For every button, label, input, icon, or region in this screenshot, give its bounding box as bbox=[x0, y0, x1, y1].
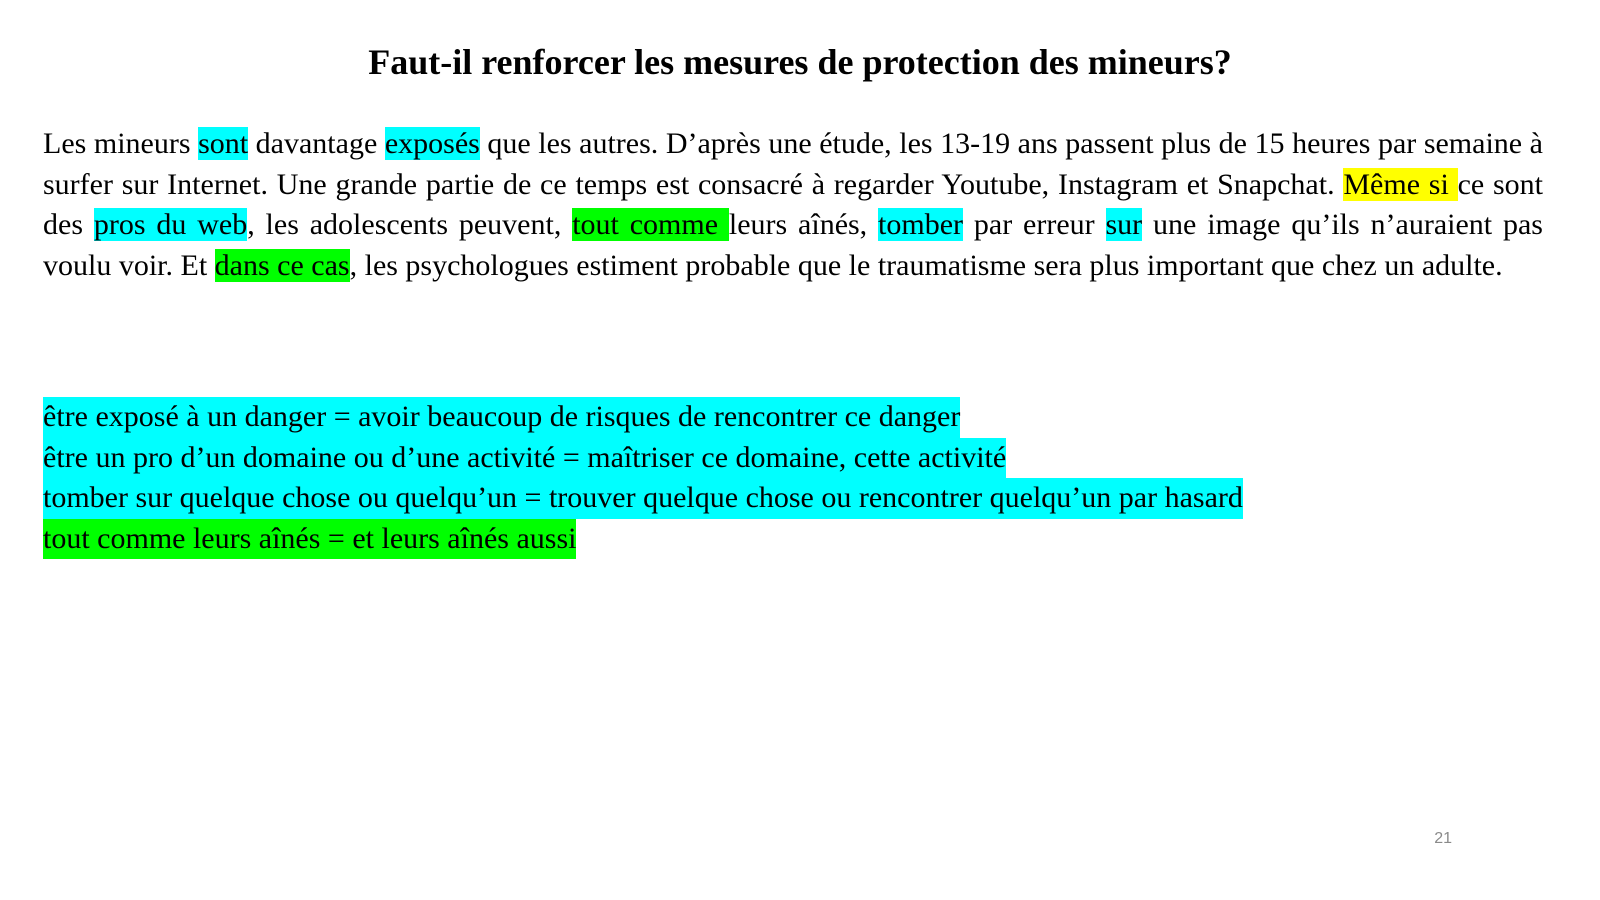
paragraph-segment: une image qu’ils n’auraient pas voulu voir. Et bbox=[43, 208, 1543, 282]
definition-tout-comme: tout comme leurs aînés = et leurs aînés aussi bbox=[43, 519, 576, 560]
paragraph-segment: par erreur bbox=[963, 208, 1106, 241]
slide-title: Faut-il renforcer les mesures de protection des mineurs? bbox=[368, 42, 1232, 82]
definition-pro: être un pro d’un domaine ou d’une activité = maîtriser ce domaine, cette activité bbox=[43, 438, 1006, 479]
paragraph-segment: , les adolescents peuvent, bbox=[247, 208, 573, 241]
paragraph-segment: ce sont des bbox=[43, 167, 1544, 241]
definition-exposed: être exposé à un danger = avoir beaucoup de risques de rencontrer ce danger bbox=[43, 397, 960, 438]
highlighted-term: dans ce cas bbox=[214, 248, 350, 282]
highlighted-term: exposés bbox=[384, 127, 480, 160]
highlighted-term: sont bbox=[198, 127, 249, 160]
main-paragraph bbox=[43, 124, 1543, 286]
paragraph-segment: , les psychologues estiment probable que le traumatisme sera plus important que chez un adulte. bbox=[349, 248, 1503, 282]
highlighted-term: tomber bbox=[878, 208, 964, 241]
highlighted-term: sur bbox=[1105, 208, 1143, 241]
paragraph-segment: leurs aînés, bbox=[728, 208, 879, 241]
highlighted-term: Même si bbox=[1343, 167, 1458, 201]
definitions-list bbox=[43, 397, 1543, 559]
definition-tomber-sur: tomber sur quelque chose ou quelqu’un = trouver quelque chose ou rencontrer quelqu’un par hasard bbox=[43, 478, 1243, 519]
highlighted-term: tout comme bbox=[572, 208, 729, 241]
paragraph-segment: que les autres. D’après une étude, les 13-19 ans passent plus de 15 heures par semaine à surfer sur Internet. Une grande partie de ce temps est consacré à regarder Youtube, Instagram et Snapchat. bbox=[43, 127, 1543, 201]
highlighted-term: pros du web bbox=[93, 208, 248, 241]
paragraph-segment: Les mineurs bbox=[43, 127, 199, 160]
paragraph-segment: davantage bbox=[248, 127, 385, 160]
page-number: 21 bbox=[1434, 830, 1452, 847]
